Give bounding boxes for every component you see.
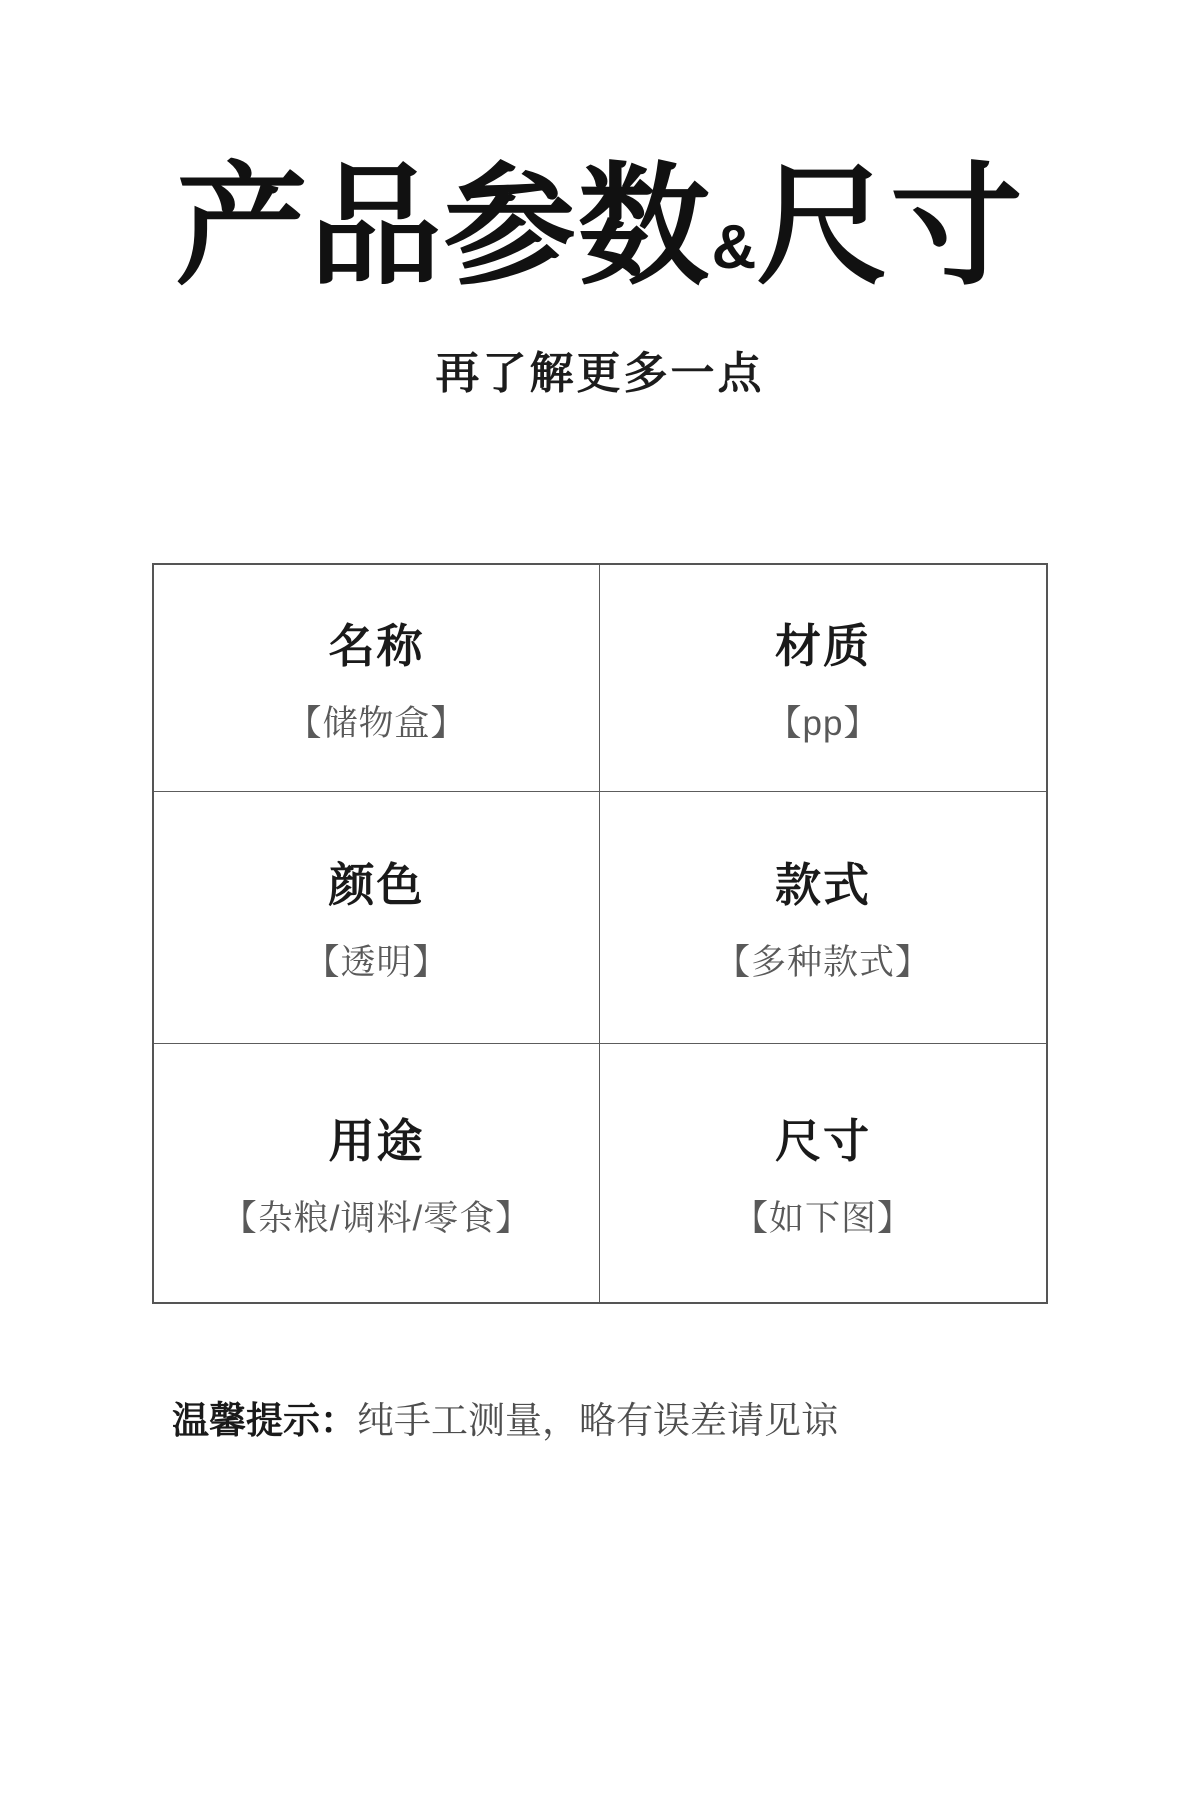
parameters-table — [152, 563, 1048, 1304]
param-label: 名称 — [328, 619, 425, 672]
warm-tip-note — [172, 1390, 1200, 1444]
param-cell-size — [600, 1044, 1046, 1302]
param-cell-color — [154, 792, 600, 1044]
product-parameters-page — [0, 153, 1200, 1813]
param-label: 材质 — [775, 619, 871, 672]
param-label: 款式 — [775, 859, 871, 912]
param-value: 【杂粮/调料/零食】 — [221, 1198, 532, 1238]
page-title-part2: 尺寸 — [756, 153, 1025, 300]
param-value: 【多种款式】 — [714, 943, 931, 983]
param-cell-usage — [154, 1044, 600, 1302]
page-title — [0, 153, 1200, 300]
param-value: 【pp】 — [766, 703, 880, 743]
page-subtitle: 再了解更多一点 — [435, 348, 765, 398]
warm-tip-label: 温馨提示： — [172, 1399, 357, 1441]
title-ampersand: & — [711, 213, 757, 282]
param-label: 尺寸 — [775, 1114, 871, 1167]
warm-tip-text: 纯手工测量，略有误差请见谅 — [357, 1399, 838, 1441]
page-title-part1: 产品参数 — [175, 153, 712, 300]
param-cell-material — [600, 565, 1046, 792]
param-value: 【储物盒】 — [286, 703, 467, 743]
param-cell-style — [600, 792, 1046, 1044]
param-label: 用途 — [328, 1114, 425, 1167]
param-value: 【透明】 — [304, 943, 449, 983]
param-cell-name — [154, 565, 600, 792]
param-value: 【如下图】 — [732, 1198, 913, 1238]
param-label: 颜色 — [328, 859, 425, 912]
